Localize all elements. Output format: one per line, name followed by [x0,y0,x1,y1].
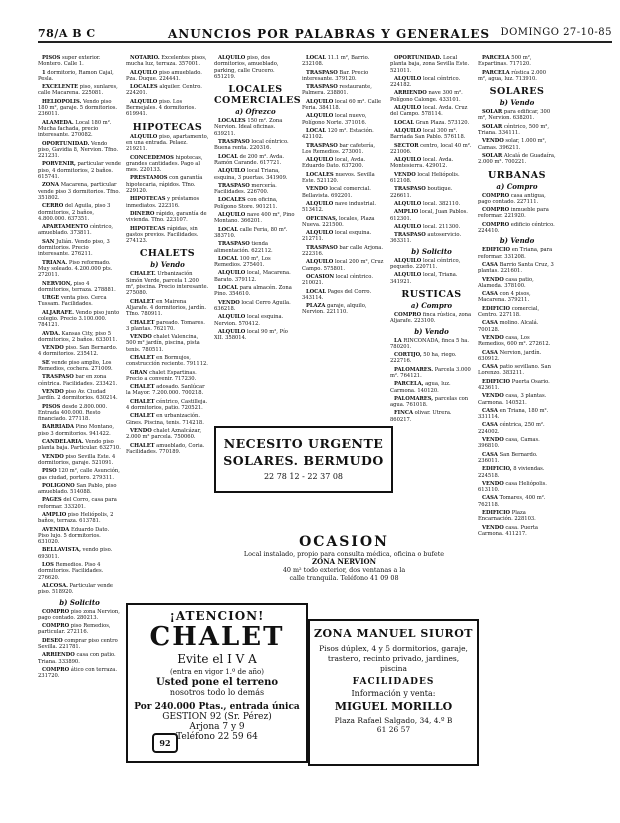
classified-ad: ALQUILO local, Macarena. Barato. 379112. [214,270,291,283]
classified-ad: ALQUILO local esquina. Nervion. 570412. [214,314,284,327]
classified-ad: TRASPASO tienda alimentación. 622112. [214,241,273,254]
classified-ad: TRASPASO local céntrico. Buena renta. 220316. [214,139,289,152]
classified-ad: SAN Julián. Vendo piso, 3 dormitorios. Precio interesante. 276211. [38,238,110,258]
classified-ad: LA RINCONADA, finca 5 ha. 780201. [390,337,470,350]
classified-ad: NERVION, piso 4 dormitorios, terraza. 278881. [38,280,116,293]
classified-ad: LOCALES alquiler. Centro. 224201. [126,84,202,97]
classified-ad: AMPLIO local, Juan Pablos. 612301. [390,209,468,222]
classified-ad: LOCAL 120 m². Estación. 421102. [302,127,374,141]
classified-ad: LOCAL 100 m², Los Remedios. 275401. [214,255,271,269]
classified-ad: COMPRO edificio céntrico. 224410. [478,221,555,235]
classified-ad: LOCAL calle Feria, 80 m². 383710. [214,226,288,239]
classified-ad: LOCAL Gran Plaza. 573120. [394,119,470,126]
classifieds-column-5 [390,55,473,555]
classified-ad: PARCELA, agua, luz. Carmona. 140120. [390,381,451,394]
classified-ad: TRASPASO bar en zona céntrica. Facilidades. 233421. [38,374,118,387]
classified-ad: ARRIENDO casa con patio. Triana. 333890. [38,652,116,665]
classified-ad: ALQUILO local 300 m². Barriada San Pablo. 576118. [390,127,466,141]
subsection-heading: b) Vendo [414,326,449,336]
classified-ad: ALQUILO local, Avda. Eduardo Dato. 637200. [302,157,366,170]
classifieds-column-6 [478,55,612,820]
classified-ad: CHALET amueblado, Coria. Facilidades. 770189. [126,442,205,455]
ad-contact-name: MIGUEL MORILLO [334,700,453,713]
classified-ad: PARCELA rústica 2.000 m², agua, luz. 713910. [478,69,546,82]
classified-ad: ALQUILO piso, apartamento, en una entrada. Pelaez. 219211. [126,133,209,153]
ad-phone: Teléfono 22 59 64 [176,732,258,742]
classified-ad: TRASPASO Bar. Precio interesante. 379120. [302,69,369,82]
ad-phone: calle tranquila. Teléfono 41 09 08 [289,574,399,582]
classified-ad: EDIFICIO comercial, Centro. 227118. [478,305,540,319]
classified-ad: LOS Remedios. Piso 4 dormitorios. Facilidades. 276620. [38,562,104,581]
classified-ad: CHALET céntrico, Castilleja. 4 dormitorios, patio. 720521. [126,398,208,412]
classified-ad: ALJARAFE. Vendo piso junto colegio. Precio 3.100.000. 784121. [38,309,120,329]
section-heading-solares: SOLARES [489,86,545,98]
section-heading-hipotecas: HIPOTECAS [132,121,203,133]
classified-ad: CHALET en Bormujos, construcción reciente. 791112. [126,354,208,368]
classified-ad: DINERO rápido, garantía de vivienda. Tfno. 223107. [126,210,207,224]
classified-ad: PALOMARES. Parcela 3.000 m². 764121. [390,366,471,379]
classified-ad: LOCALES con oficina, Polígono Store. 901211. [214,197,278,210]
issue-date: DOMINGO 27-10-85 [500,27,612,38]
classified-ad: CASA con 4 pisos, Macarena. 379211. [478,291,531,304]
classified-ad: TRASPASO restaurante, Palmera. 238801. [302,84,372,97]
classified-ad: ALQUILO nave industrial. 513412. [302,200,376,214]
classified-ad: LOCAL de 200 m². Avda. Ramón Carande. 617721. [214,153,285,166]
page-header [38,27,612,43]
classified-ad: ALQUILO piso, dos dormitorios, amueblado, parking, calle Crucero. 651219. [214,55,279,80]
classified-ad: PORVENIR, particular vende piso, 4 dormitorios, 2 baños. 615741. [38,161,121,181]
classified-ad: CHALET en urbanización. Gines. Piscina, tenis. 714218. [126,413,204,426]
classified-ad: BARRIADA Pino Montano, piso 3 dormitorios. 941422. [38,424,114,437]
ad-text: Pisos dúplex, 4 y 5 dormitorios, garaje, trastero, recinto privado, jardines, piscina [319,644,468,673]
classified-ad: COMPRO inmueble para reformar. 221920. [478,207,549,220]
classified-ad: FINCA olivar. Utrera. 860217. [390,410,452,423]
ad-note: (entra en vigor 1.º de año) [170,668,264,676]
section-heading-locales: LOCALES COMERCIALES [214,84,302,107]
classified-ad: SOLAR Alcalá de Guadaíra, 2.000 m². 700221. [478,152,556,166]
ad-highlight: FACILIDADES [352,677,435,687]
classified-ad: BELLAVISTA, vendo piso. 693011. [38,547,113,560]
classified-ad: CORTIJO, 50 ha, riego. 222716. [390,352,457,365]
ad-box-ocasion [214,529,474,597]
classified-ad: CHALET. Urbanización Simón Verde, parcela 1.200 m², piscina. Precio interesante. 275080. [126,271,209,297]
classified-ad: PISOS super exterior. Montero. Calle 1. [38,55,101,68]
classified-ad: VENDO local Cerro Aguila. 636218. [214,299,291,312]
subsection-heading: b) Vendo [499,236,535,246]
subsection-heading: a) Compro [410,300,453,310]
classified-ad: LOCAL para almacén. Zona Pino. 354610. [214,285,292,298]
classified-ad: ALQUILO local céntrico. 224182. [390,75,461,89]
classified-ad: COMPRO casa antigua, pago contado. 227111. [478,192,546,205]
classified-ad: PLAZA garaje, alquilo, Nervion. 221110. [302,303,367,316]
classified-ad: CERRO del Aguila, piso 3 dormitorios, 2 baños, 4.800.000. 637351. [38,203,111,222]
classified-ad: ALAMEDA. Local 180 m². Mucha fachada, precio interesante. 270082. [38,119,112,139]
classified-ad: VENDO local Heliópolis. 612108. [390,171,460,185]
ad-phone: 22 78 12 - 22 37 08 [263,472,344,481]
classified-ad: CASA Tomares, 400 m². 762118. [478,495,546,508]
classified-ad: VENDO casa, 3 plantas. Carmona. 140521. [478,393,547,406]
classified-ad: TRASPASO mercería. Facilidades. 226700. [214,182,277,196]
classified-ad: PISO 120 m², calle Asunción, gas ciudad, portero. 279311. [38,468,120,481]
classified-ad: AMPLIO piso Heliópolis, 2 baños, terraza. 613781. [38,512,114,525]
classified-ad: OCASION local céntrico. 210021. [302,273,373,287]
classified-ad: VENDO casa, Los Remedios, 600 m². 272612. [478,334,551,348]
classified-ad: TRASPASO autoservicio. 363311. [390,232,462,245]
classified-ad: CHALET en Mairena Aljarafe. 4 dormitorios, jardín. Tfno. 780911. [126,298,206,318]
ad-box-manuel-siurot [308,619,479,766]
classifieds-column-3 [214,55,302,410]
classified-ad: HELIOPOLIS. Vendo piso 180 m², garaje. 5 dormitorios. 236011. [38,98,118,118]
classified-ad: AVENIDA Eduardo Dato. Piso lujo. 5 dormitorios. 631020. [38,526,110,546]
classified-ad: LOCALES nuevos. Sevilla Este. 521120. [302,171,375,185]
classified-ad: VENDO casa patio, Alameda. 378100. [478,276,534,289]
classified-ad: TRASPASO boutique. 226611. [390,186,453,199]
classified-ad: EXCELENTE piso, sunlares, calle Macarena. 225081. [38,84,118,97]
classified-ad: PISOS desde 2.800.000. Entrada 400.000. Resto financiado. 277118. [38,403,108,423]
classified-ad: HIPOTECAS rápidas, sin gastos previos. Facilidades. 274123. [126,225,199,245]
classified-ad: VENDO local comercial. Bellavista. 692201. [302,186,371,199]
classifieds-column-4 [302,55,385,410]
classified-ad: GRAN chalet Espartinas. Precio a convenir. 717230. [126,369,197,382]
classified-ad: PALOMARES, parcelas con agua. 761018. [390,395,469,409]
classified-ad: ALQUILO local céntrico, pequeño. 220711. [390,257,461,271]
classified-ad: ALQUILO piso. Los Bermejales. 4 dormitorios. 619941. [126,98,196,118]
subsection-heading: b) Vendo [499,98,535,108]
classified-ad: ALQUILO local 200 m², Cruz Campo. 575801. [302,259,384,272]
section-title: ANUNCIOS POR PALABRAS Y GENERALES [168,27,491,41]
classified-ad: DESEO comprar piso centro Sevilla. 221781. [38,637,118,651]
classified-ad: ALQUILO local. 211300. [394,223,461,230]
classified-ad: ALQUILO local 90 m², Pío XII. 358014. [214,328,288,342]
classified-ad: COMPRO piso zona Nervion, pago contado. 280213. [38,608,120,621]
classified-ad: PAGES del Corro, casa para reformar. 333201. [38,497,117,510]
classified-ad: TRASPASO bar cafetería, Los Remedios. 273001. [302,142,375,155]
subsection-heading: b) Vendo [150,260,185,270]
classified-ad: OPORTUNIDAD. Local planta baja, zona Sevilla Este. 521011. [390,55,470,74]
section-heading-rusticas: RUSTICAS [401,288,462,300]
classified-ad: OPORTUNIDAD. Vendo piso, Gavidia 8, Nervion. Tfno. 221231. [38,140,119,160]
ad-text: Local instalado, propio para consulta médica, oficina o bufete [243,550,445,558]
classified-ad: TRIANA. Piso reformado. Muy soleado. 4.200.000 pts. 272011. [38,259,113,279]
classified-ad: OFICINAS, locales, Plaza Nueva. 221500. [302,215,375,228]
classified-ad: VENDO chalet Aznalcázar, 2.000 m² parcela. 750060. [126,427,202,441]
classified-ad: VENDO casa, Camas. 396810. [478,437,540,450]
page-number: 78/A B C [38,27,96,40]
classified-ad: TRASPASO bar calle Arjona. 222316. [302,244,384,258]
ad-kicker: ¡ATENCION! [169,609,265,623]
classified-ad: EDIFICIO Puerta Osario. 423611. [478,378,550,391]
classified-ad: ALCOSA. Particular vende piso. 518920. [38,582,113,596]
classified-ad: ALQUILO piso amueblado. Pza. Duque. 224441. [126,69,202,82]
ad-text: Usted pone el terreno [155,677,279,688]
section-heading-chalets: CHALETS [139,248,196,260]
classified-ad: VENDO chalet Valencina, 500 m² jardín, piscina, pista tenis. 780511. [126,334,200,353]
classified-ad: CANDELARIA. Vendo piso planta baja. Particular. 632710. [38,439,121,452]
ad-text: Información y venta: [351,689,436,698]
classified-ad: COMPRO piso Remedios, particular. 272116. [38,623,111,636]
ad-subheadline: SOLARES. BERMUDO [223,453,384,468]
ad-headline: ZONA MANUEL SIUROT [314,627,473,640]
classified-ad: ALQUILO local 60 m². Calle Feria. 384118. [302,98,382,112]
ad-zone: ZONA NERVION [312,557,376,566]
classified-ad: CASA Nervion, jardín. 630912. [478,349,542,362]
classified-ad: LOCALES 150 m². Zona Nervion. Ideal oficinas. 639211. [214,118,283,137]
classified-ad: COMPRO finca rústica, zona Aljarafe. 223100. [390,311,472,325]
classified-ad: HIPOTECAS y préstamos inmediatos. 222316. [126,196,200,209]
classified-ad: LOCAL 11.1 m², Barrio. 232108. [302,55,370,68]
classified-ad: ARRIENDO nave 300 m². Polígono Calonge. 433101. [390,90,463,103]
classified-ad: CASA Barrio Santa Cruz, 3 plantas. 221601. [478,261,554,275]
classified-ad: ALQUILO nave 400 m², Pino Montano. 366201. [214,212,295,225]
classified-ad: AVDA. Kansas City, piso 5 dormitorios, 2 baños. 633011. [38,330,118,343]
classified-ad: PARCELA 500 m², Espartinas. 717120. [478,55,532,68]
ad-subheadline: Evite el I V A [177,652,257,666]
classified-ad: ALQUILO local. 382110. [394,200,461,207]
ad-box-necesito-solares [214,426,393,493]
classified-ad: VENDO casa Heliópolis. 613110. [478,480,547,494]
classified-ad: 1 dormitorio, Ramon Cajal, Pesla. [38,69,114,82]
classified-ad: ALQUILO local nuevo, Polígono Norte. 371016. [302,113,367,126]
section-heading-urbanas: URBANAS [488,169,546,181]
ad-phone: 61 26 57 [376,725,411,734]
classified-ad: LOCAL Pages del Corro. 343114. [302,288,372,301]
classified-ad: VENDO piso Sevilla Este. 4 dormitorios, garaje. 521091. [38,453,116,466]
subsection-heading: b) Solicito [59,597,100,607]
ad-text: nosotros todo lo demás [169,688,265,697]
classified-ad: URGE venta piso. Cerca Tussam. Facilidades. [38,295,107,308]
gestion-92-logo-icon: 92 [152,733,178,753]
classified-ad: SE vende piso amplio, Los Remedios, cochera. 271009. [38,359,113,373]
ad-headline: OCASION [299,534,389,550]
subsection-heading: a) Compro [496,181,538,191]
classified-ad: EDIFICIO Plaza Encarnación. 228103. [478,510,536,523]
classified-ad: EDIFICIO, 8 viviendas. 224518. [478,466,545,479]
ad-address: Plaza Rafael Salgado, 34, 4.º B [334,716,453,725]
ad-headline: NECESITO URGENTE [223,436,384,451]
classified-ad: CONCEDEMOS hipotecas, grandes cantidades. Pago al mes. 220133. [126,154,203,174]
classified-ad: ZONA Macarena, particular vende piso 3 dormitorios. Tfno. 351802. [38,182,121,201]
ad-company: GESTION 92 (Sr. Pérez) [162,712,272,722]
classified-ad: PRESTAMOS con garantía hipotecaria, rápidos. Tfno. 229120. [126,175,203,195]
classified-ad: CASA céntrica, 250 m². 224002. [478,422,545,435]
classified-ad: ALQUILO local esquina. 212711. [302,230,372,243]
ad-headline: CHALET [149,622,285,652]
classified-ad: VENDO piso Av. Ciudad Jardín. 2 dormitorios. 630214. [38,388,118,402]
ad-text: 40 m² todo exterior, dos ventanas a la [282,566,406,574]
classified-ad: SECTOR centro, local 40 m². 221006. [390,142,472,155]
subsection-heading: a) Ofrezco [235,107,276,117]
classified-ad: VENDO piso. San Bernardo. 4 dormitorios. 235412. [38,345,118,358]
classified-ad: CASA molino. Alcalá. 700128. [478,320,539,333]
classified-ad: ALQUILO local Triana, esquina, 3 puertas. 341909. [214,168,288,181]
subsection-heading: b) Solicito [411,246,452,256]
classified-ad: CASA en Triana, 180 m². 331114. [478,407,549,421]
classified-ad: EDIFICIO en Triana, para reformar. 331208. [478,247,553,260]
classified-ad: NOTARIO. Excelentes pisos, mucha luz, terraza. 357001. [126,55,207,68]
classified-ad: ALQUILO local. Avda. Cruz del Campo. 578114. [390,105,468,118]
classified-ad: ALQUILO local. Avda. Montesierra. 429012. [390,157,454,170]
ad-price: Por 240.000 Ptas., entrada única [134,702,300,712]
classified-ad: CASA patio sevillano. San Lorenzo. 383211. [478,364,551,377]
classified-ad: COMPRO ático con terraza. 231720. [38,666,117,680]
classified-ad: SOLAR céntrico, 500 m², Triana. 334111. [478,123,549,137]
ad-box-chalet [126,603,308,763]
classifieds-column-2 [126,55,209,455]
classified-ad: POLIGONO San Pablo, piso amueblado. 514088. [38,482,117,496]
classified-ad: VENDO casa. Puerta Carmona. 411217. [478,524,539,537]
classified-ad: CHALET pareado. Tomares. 3 plantas. 762170. [126,319,205,332]
classified-ad: APARTAMENTO céntrico, amueblado. 373811. [38,224,114,237]
classified-ad: CASA San Bernardo. 236011. [478,451,538,464]
classified-ad: VENDO solar, 1.000 m², Camas. 396211. [478,138,547,151]
classified-ad: SOLAR para edificar, 300 m², Nervion. 638201. [478,109,551,122]
classifieds-column-1 [38,55,121,820]
ad-address: Arjona 7 y 9 [189,722,245,732]
classified-ad: ALQUILO local, Triana. 341921. [390,272,458,285]
classified-ad: CHALET adosado. Sanlúcar la Mayor. 7.200.000. 700218. [126,384,205,397]
